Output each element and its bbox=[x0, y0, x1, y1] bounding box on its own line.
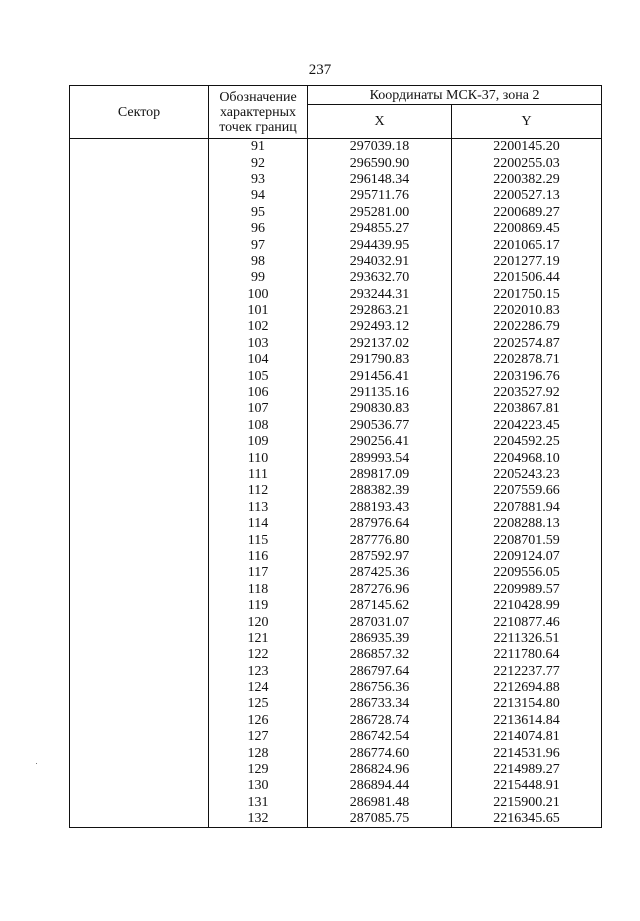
sector-cell bbox=[70, 139, 209, 828]
point-cell: 126 bbox=[209, 713, 308, 729]
point-cell: 106 bbox=[209, 385, 308, 401]
y-coordinate-cell: 2202010.83 bbox=[452, 303, 602, 319]
y-coordinate-cell: 2210428.99 bbox=[452, 598, 602, 614]
y-coordinate-cell: 2200869.45 bbox=[452, 221, 602, 237]
x-coordinate-cell: 294439.95 bbox=[308, 237, 452, 253]
x-coordinate-cell: 295281.00 bbox=[308, 205, 452, 221]
point-cell: 109 bbox=[209, 434, 308, 450]
point-cell: 99 bbox=[209, 270, 308, 286]
point-cell: 110 bbox=[209, 450, 308, 466]
point-cell: 98 bbox=[209, 254, 308, 270]
x-coordinate-cell: 290830.83 bbox=[308, 401, 452, 417]
x-coordinate-cell: 293244.31 bbox=[308, 287, 452, 303]
x-coordinate-cell: 296590.90 bbox=[308, 155, 452, 171]
y-coordinate-cell: 2204592.25 bbox=[452, 434, 602, 450]
y-coordinate-cell: 2202286.79 bbox=[452, 319, 602, 335]
x-coordinate-cell: 295711.76 bbox=[308, 188, 452, 204]
point-cell: 111 bbox=[209, 467, 308, 483]
point-cell: 128 bbox=[209, 745, 308, 761]
x-coordinate-cell: 286742.54 bbox=[308, 729, 452, 745]
x-coordinate-cell: 286894.44 bbox=[308, 778, 452, 794]
x-coordinate-cell: 288193.43 bbox=[308, 500, 452, 516]
y-coordinate-cell: 2203527.92 bbox=[452, 385, 602, 401]
x-coordinate-cell: 297039.18 bbox=[308, 139, 452, 156]
y-coordinate-cell: 2215900.21 bbox=[452, 795, 602, 811]
header-point-designation: Обозначение характерных точек границ bbox=[209, 86, 308, 139]
point-cell: 113 bbox=[209, 500, 308, 516]
y-coordinate-cell: 2209124.07 bbox=[452, 549, 602, 565]
point-cell: 107 bbox=[209, 401, 308, 417]
x-coordinate-cell: 294855.27 bbox=[308, 221, 452, 237]
point-cell: 122 bbox=[209, 647, 308, 663]
point-cell: 112 bbox=[209, 483, 308, 499]
table-header bbox=[70, 86, 602, 139]
point-cell: 103 bbox=[209, 336, 308, 352]
y-coordinate-cell: 2208288.13 bbox=[452, 516, 602, 532]
point-cell: 104 bbox=[209, 352, 308, 368]
x-coordinate-cell: 292863.21 bbox=[308, 303, 452, 319]
x-coordinate-cell: 290536.77 bbox=[308, 418, 452, 434]
y-coordinate-cell: 2214074.81 bbox=[452, 729, 602, 745]
y-coordinate-cell: 2200382.29 bbox=[452, 172, 602, 188]
x-coordinate-cell: 296148.34 bbox=[308, 172, 452, 188]
x-coordinate-cell: 286797.64 bbox=[308, 664, 452, 680]
point-cell: 127 bbox=[209, 729, 308, 745]
header-row-top bbox=[70, 86, 602, 105]
y-coordinate-cell: 2208701.59 bbox=[452, 532, 602, 548]
y-coordinate-cell: 2212237.77 bbox=[452, 664, 602, 680]
x-coordinate-cell: 286774.60 bbox=[308, 745, 452, 761]
x-coordinate-cell: 286728.74 bbox=[308, 713, 452, 729]
x-coordinate-cell: 292137.02 bbox=[308, 336, 452, 352]
y-coordinate-cell: 2210877.46 bbox=[452, 614, 602, 630]
y-coordinate-cell: 2211326.51 bbox=[452, 631, 602, 647]
x-coordinate-cell: 286857.32 bbox=[308, 647, 452, 663]
x-coordinate-cell: 291135.16 bbox=[308, 385, 452, 401]
x-coordinate-cell: 287592.97 bbox=[308, 549, 452, 565]
x-coordinate-cell: 286824.96 bbox=[308, 762, 452, 778]
y-coordinate-cell: 2201750.15 bbox=[452, 287, 602, 303]
point-cell: 115 bbox=[209, 532, 308, 548]
y-coordinate-cell: 2215448.91 bbox=[452, 778, 602, 794]
x-coordinate-cell: 287276.96 bbox=[308, 582, 452, 598]
y-coordinate-cell: 2201506.44 bbox=[452, 270, 602, 286]
y-coordinate-cell: 2201065.17 bbox=[452, 237, 602, 253]
point-cell: 93 bbox=[209, 172, 308, 188]
header-coordinates: Координаты МСК-37, зона 2 bbox=[308, 86, 602, 105]
x-coordinate-cell: 286733.34 bbox=[308, 696, 452, 712]
y-coordinate-cell: 2203196.76 bbox=[452, 368, 602, 384]
point-cell: 118 bbox=[209, 582, 308, 598]
y-coordinate-cell: 2202878.71 bbox=[452, 352, 602, 368]
x-coordinate-cell: 294032.91 bbox=[308, 254, 452, 270]
y-coordinate-cell: 2213614.84 bbox=[452, 713, 602, 729]
x-coordinate-cell: 287425.36 bbox=[308, 565, 452, 581]
point-cell: 132 bbox=[209, 811, 308, 828]
x-coordinate-cell: 287776.80 bbox=[308, 532, 452, 548]
x-coordinate-cell: 293632.70 bbox=[308, 270, 452, 286]
point-cell: 91 bbox=[209, 139, 308, 156]
point-cell: 92 bbox=[209, 155, 308, 171]
point-cell: 105 bbox=[209, 368, 308, 384]
y-coordinate-cell: 2216345.65 bbox=[452, 811, 602, 828]
x-coordinate-cell: 286981.48 bbox=[308, 795, 452, 811]
point-cell: 108 bbox=[209, 418, 308, 434]
header-sector: Сектор bbox=[70, 86, 209, 139]
x-coordinate-cell: 289817.09 bbox=[308, 467, 452, 483]
y-coordinate-cell: 2202574.87 bbox=[452, 336, 602, 352]
point-cell: 116 bbox=[209, 549, 308, 565]
x-coordinate-cell: 286935.39 bbox=[308, 631, 452, 647]
point-cell: 119 bbox=[209, 598, 308, 614]
point-cell: 121 bbox=[209, 631, 308, 647]
point-cell: 96 bbox=[209, 221, 308, 237]
header-y: Y bbox=[452, 105, 602, 139]
y-coordinate-cell: 2204223.45 bbox=[452, 418, 602, 434]
y-coordinate-cell: 2207881.94 bbox=[452, 500, 602, 516]
x-coordinate-cell: 291790.83 bbox=[308, 352, 452, 368]
y-coordinate-cell: 2205243.23 bbox=[452, 467, 602, 483]
point-cell: 97 bbox=[209, 237, 308, 253]
point-cell: 130 bbox=[209, 778, 308, 794]
y-coordinate-cell: 2200689.27 bbox=[452, 205, 602, 221]
x-coordinate-cell: 287031.07 bbox=[308, 614, 452, 630]
x-coordinate-cell: 291456.41 bbox=[308, 368, 452, 384]
y-coordinate-cell: 2213154.80 bbox=[452, 696, 602, 712]
point-cell: 95 bbox=[209, 205, 308, 221]
y-coordinate-cell: 2212694.88 bbox=[452, 680, 602, 696]
x-coordinate-cell: 290256.41 bbox=[308, 434, 452, 450]
coordinates-table bbox=[69, 85, 602, 828]
page-number: 237 bbox=[308, 62, 332, 78]
y-coordinate-cell: 2203867.81 bbox=[452, 401, 602, 417]
point-cell: 94 bbox=[209, 188, 308, 204]
y-coordinate-cell: 2214989.27 bbox=[452, 762, 602, 778]
x-coordinate-cell: 287976.64 bbox=[308, 516, 452, 532]
table-body bbox=[70, 139, 602, 828]
x-coordinate-cell: 286756.36 bbox=[308, 680, 452, 696]
y-coordinate-cell: 2200145.20 bbox=[452, 139, 602, 156]
point-cell: 120 bbox=[209, 614, 308, 630]
y-coordinate-cell: 2201277.19 bbox=[452, 254, 602, 270]
point-cell: 117 bbox=[209, 565, 308, 581]
point-cell: 101 bbox=[209, 303, 308, 319]
y-coordinate-cell: 2209989.57 bbox=[452, 582, 602, 598]
y-coordinate-cell: 2204968.10 bbox=[452, 450, 602, 466]
x-coordinate-cell: 289993.54 bbox=[308, 450, 452, 466]
point-cell: 131 bbox=[209, 795, 308, 811]
header-x: X bbox=[308, 105, 452, 139]
point-cell: 123 bbox=[209, 664, 308, 680]
point-cell: 129 bbox=[209, 762, 308, 778]
point-cell: 102 bbox=[209, 319, 308, 335]
x-coordinate-cell: 292493.12 bbox=[308, 319, 452, 335]
table-row bbox=[70, 139, 602, 156]
y-coordinate-cell: 2209556.05 bbox=[452, 565, 602, 581]
x-coordinate-cell: 288382.39 bbox=[308, 483, 452, 499]
scan-speck bbox=[36, 763, 37, 764]
point-cell: 114 bbox=[209, 516, 308, 532]
y-coordinate-cell: 2200255.03 bbox=[452, 155, 602, 171]
point-cell: 124 bbox=[209, 680, 308, 696]
x-coordinate-cell: 287085.75 bbox=[308, 811, 452, 828]
y-coordinate-cell: 2200527.13 bbox=[452, 188, 602, 204]
point-cell: 100 bbox=[209, 287, 308, 303]
y-coordinate-cell: 2207559.66 bbox=[452, 483, 602, 499]
x-coordinate-cell: 287145.62 bbox=[308, 598, 452, 614]
y-coordinate-cell: 2211780.64 bbox=[452, 647, 602, 663]
y-coordinate-cell: 2214531.96 bbox=[452, 745, 602, 761]
point-cell: 125 bbox=[209, 696, 308, 712]
